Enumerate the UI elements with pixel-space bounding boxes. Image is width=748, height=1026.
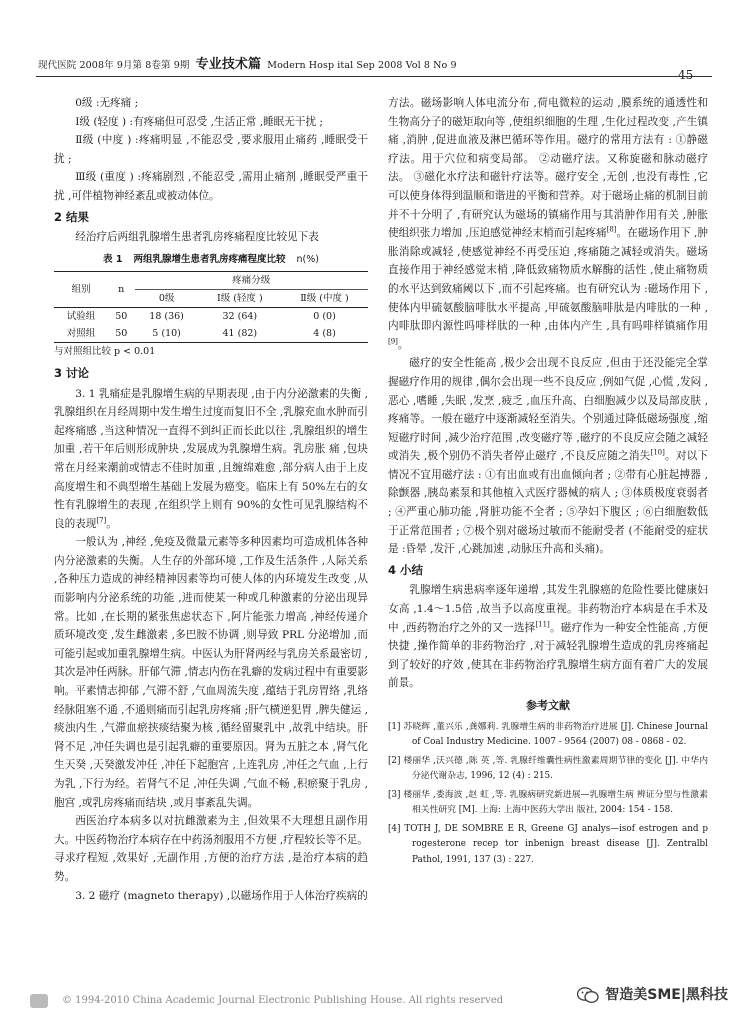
citation: [7]	[96, 516, 107, 525]
cell-grade-1: 32 (64)	[222, 311, 258, 323]
citation: [9]	[388, 337, 398, 346]
grade-3: Ⅲ级 (重度 ) :疼痛剧烈 ,不能忍受 ,需用止痛剂 ,睡眠受严重干扰 ,可伴植物神经紊乱或被动体位。	[54, 171, 368, 202]
cell-n: 50	[115, 328, 128, 340]
results-intro: 经治疗后两组乳腺增生患者乳房疼痛程度比较见下表	[75, 231, 319, 244]
copyright-text: © 1994-2010 China Academic Journal Electronic Publishing House. All rights reserved	[62, 995, 504, 1006]
reference-item: [2] 楼丽华 ,沃兴德 ,陈 英 ,等. 乳腺纤维囊性病性激素周期节律的变化 [J]. 中华内分泌代谢杂志, 1996, 12 (4) : 215.	[388, 755, 708, 782]
th-n: n	[108, 272, 135, 308]
cell-grade-1: 41 (82)	[222, 328, 258, 340]
th-group: 组别	[54, 272, 108, 308]
th-grade-1: Ⅰ级 (轻度 )	[216, 293, 263, 305]
th-pain-grade: 疼痛分级	[135, 272, 368, 290]
citation: [11]	[535, 620, 550, 629]
header-journal-cn: 现代医院 2008年 9月第 8卷第 9期	[38, 60, 190, 71]
header-journal-en: Modern Hosp ital Sep 2008 Vol 8 No 9	[267, 60, 457, 71]
table-caption	[54, 251, 368, 270]
running-header	[38, 56, 457, 76]
discussion-p1: 3. 1 乳痛症是乳腺增生病的早期表现 ,由于内分泌激素的失衡 ,乳腺组织在月经周期中发生增生过度而复旧不全 ,乳腺充血水肿而引起疼痛感 ,当这种情况一直得不到纠正而长此以往 ,乳腺组织的增生加重 ,若干年后则形成肿块 ,发展成为乳腺增生病。乳房胀 痛 ,包块常在月经来潮前或情志不佳时加重 ,且缠绵难愈 ,部分病人由于上皮高度增生和不典型增生基础上发展为癌变。临床上有 50%左右的女性有乳腺增生的表现 ,在组织学上则有 90%的女性可见乳腺结构不良的表现[7]。	[54, 387, 368, 530]
header-divider	[36, 76, 712, 77]
cell-grade-2: 4 (8)	[313, 328, 336, 340]
cell-group: 对照组	[66, 328, 96, 340]
watermark	[577, 986, 728, 1005]
discussion-p2: 一般认为 ,神经 ,免疫及微量元素等多种因素均可造成机体各种内分泌激素的失衡。人生存的外部环境 ,工作及生活条件 ,人际关系 ,各种压力造成的神经精神因素等均可使人体的内环境发生改变 ,从而影响内分泌系统的功能 ,进而使某一种或几种激素的分泌出现异常。比如 ,在长期的紧张焦虑状态下 ,阿片能张力增高 ,神经传递介质环境改变 ,发生雌激素 ,多巴胺不协调 ,则导致 PRL 分泌增加 ,而可能引起或加重乳腺增生病。中医认为肝肾两经与乳房关系最密切 ,其次是冲任两脉。肝郁气滞 ,情志内伤在乳癖的发病过程中有重要影响。平素情志抑郁 ,气滞不舒 ,气血周流失度 ,蕴结于乳房胃络 ,乳络经脉阻塞不通 ,不通则痛而引起乳房疼痛 ;肝气横逆犯胃 ,脾失健运 ,痰浊内生 ,气滞血瘀挟痰结聚为核 ,循经留聚乳中 ,故乳中结块。肝肾不足 ,冲任失调也是引起乳癖的重要原因。肾为五脏之本 ,肾气化生天癸 ,天癸激发冲任 ,冲任下起胞宫 ,上连乳房 ,冲任之气血 ,上行为乳 ,下行为经。若肾气不足 ,冲任失调 ,气血不畅 ,积瘀聚于乳房 ,胞宫 ,或乳房疼痛而结块 ,或月事紊乱失调。	[54, 536, 368, 809]
cell-n: 50	[115, 311, 128, 323]
watermark-text: 智造美SME|黑科技	[605, 987, 728, 1003]
left-column	[54, 94, 368, 905]
header-section: 专业技术篇	[195, 57, 262, 72]
reference-item: [4] TOTH J, DE SOMBRE E R, Greene GJ analys—isof estrogen and p rogesterone recep tor inbenign breast disease [J]. Zentralbl Pathol, 1991, 137 (3) : 227.	[388, 823, 708, 865]
citation: [8]	[606, 225, 617, 234]
grade-2: Ⅱ级 (中度 ) :疼痛明显 ,不能忍受 ,要求服用止痛药 ,睡眠受干扰 ;	[54, 134, 368, 165]
th-grade-0: 0级	[158, 293, 175, 305]
magnetotherapy-paragraph: 方法。磁场影响人体电流分布 ,荷电微粒的运动 ,膜系统的通透性和生物高分子的磁矩取向等 ,使组织细胞的生理 ,生化过程改变 ,产生镇痛 ,消肿 ,促进血液及淋巴循环等作用。磁疗的常用方法有 : ①静磁疗法。用于穴位和病变局部。 ②动磁疗法。又称旋磁和脉动磁疗法。 ③磁化水疗法和磁针疗法等。磁疗安全 ,无创 ,也没有毒性 ,它可以使身体得到温顺和谐进的平衡和营养。对于磁场止痛的机制目前并不十分明了 ,有研究认为磁场的镇痛作用与其消肿作用有关 ,肿胀使组织张力增加 ,压迫感觉神经末梢而引起疼痛[8]。在磁场作用下 ,肿胀消除或减轻 ,使感觉神经不再受压迫 ,疼痛随之减轻或消失。磁场直接作用于神经感觉末梢 ,降低致痛物质水解酶的活性 ,使止痛物质的水平达到致痛阈以下 ,而不引起疼痛。也有研究认为 :磁场作用下 ,使体内甲硫氨酸脑啡肽水平提高 ,甲硫氨酸脑啡肽是内啡肽的一种 ,内啡肽即内源性吗啡样肽的一种 ,由体内产生 ,具有吗啡样镇痛作用[9]。	[388, 97, 709, 351]
cell-group: 试验组	[66, 311, 96, 323]
table-row	[54, 325, 368, 343]
reference-item: [3] 楼丽华 ,娄海波 ,赵 虹 ,等. 乳腺病研究新进展—乳腺增生病 辨证分型与性激素相关性研究 [M]. 上海: 上海中医药大学出 版社, 2004: 154 - 158.	[388, 789, 708, 816]
th-grade-2: Ⅱ级 (中度 )	[300, 293, 349, 305]
cell-grade-0: 18 (36)	[149, 311, 184, 323]
references-heading: 参考文献	[526, 699, 570, 712]
discussion-p4-start: 3. 2 磁疗 (magneto therapy) ,以磁场作用于人体治疗疾病的	[75, 889, 368, 902]
conclusion-heading: 4 小结	[388, 562, 424, 577]
reference-item: [1] 苏晓辉 ,董兴乐 ,龚娜莉. 乳腺增生病的非药物治疗进展 [J]. Chinese Journal of Coal Industry Medicine. 1007 - 9564 (2007) 08 - 0868 - 02.	[388, 721, 708, 748]
discussion-heading: 3 讨论	[54, 365, 90, 380]
pain-grade-table	[54, 271, 368, 343]
wechat-icon	[577, 986, 599, 1004]
cell-grade-0: 5 (10)	[152, 328, 181, 340]
safety-paragraph: 磁疗的安全性能高 ,极少会出现不良反应 ,但由于还没能完全掌握磁疗作用的规律 ,偶尔会出现一些不良反应 ,例如气促 ,心慌 ,发闷 ,恶心 ,嗜睡 ,失眠 ,发烹 ,疲乏 ,血压升高、白细胞减少以及局部皮肤 ,疼痛等。一般在磁疗中逐渐减轻至消失。个别通过降低磁场强度 ,缩短磁疗时间 ,减少治疗范围 ,改变磁疗等 ,磁疗的不良反应会随之减轻或消失 ,极个别仍不消失者停止磁疗 ,不良反应随之消失[10]。对以下情况不宜用磁疗法 : ①有出血或有出血倾向者 ; ②带有心脏起搏器 ,除颤器 ,胰岛素泵和其他植入式医疗器械的病人 ; ③体质极度衰弱者 ; ④严重心肺功能 ,肾脏功能不全者 ; ⑤孕妇下腹区 ; ⑥白细胞数低于正常范围者 ; ⑦极个别对磁场过敏而不能耐受者 (不能耐受的症状是 :昏晕 ,发汗 ,心跳加速 ,动脉压升高和头痛)。	[388, 357, 709, 556]
table-note: 与对照组比较 p < 0.01	[54, 346, 156, 358]
table-label: 表 1	[103, 253, 123, 265]
table-row	[54, 308, 368, 326]
citation: [10]	[650, 448, 665, 457]
right-column	[388, 94, 708, 871]
publisher-logo-icon	[30, 994, 48, 1008]
discussion-p3: 西医治疗本病多以对抗雌激素为主 ,但效果不大理想且副作用大。中医药物治疗本病存在中药汤剂服用不方便 ,疗程较长等不足。寻求疗程短 ,效果好 ,无副作用 ,方便的治疗方法 ,是治疗本病的趋势。	[54, 815, 368, 883]
page-number: 45	[678, 68, 694, 82]
conclusion-paragraph: 乳腺增生病患病率逐年递增 ,其发生乳腺癌的危险性要比健康妇女高 ,1.4～1.5倍 ,故当予以高度重视。非药物治疗本病是在手术及中 ,西药物治疗之外的又一选择[11]。磁疗作为一种安全性能高 ,方便快捷 ,操作简单的非药物治疗 ,对于减轻乳腺增生造成的乳房疼痛起到了较好的疗效 ,使其在非药物治疗乳腺增生病方面有着广大的发展前景。	[388, 584, 709, 690]
grade-0: 0级 :无疼痛 ;	[75, 97, 139, 109]
cell-grade-2: 0 (0)	[313, 311, 336, 323]
table-unit: n(%)	[296, 253, 319, 265]
table-title: 两组乳腺增生患者乳房疼痛程度比较	[133, 253, 286, 265]
grade-1: Ⅰ级 (轻度 ) :有疼痛但可忍受 ,生活正常 ,睡眠无干扰 ;	[75, 115, 323, 128]
results-heading: 2 结果	[54, 209, 90, 224]
